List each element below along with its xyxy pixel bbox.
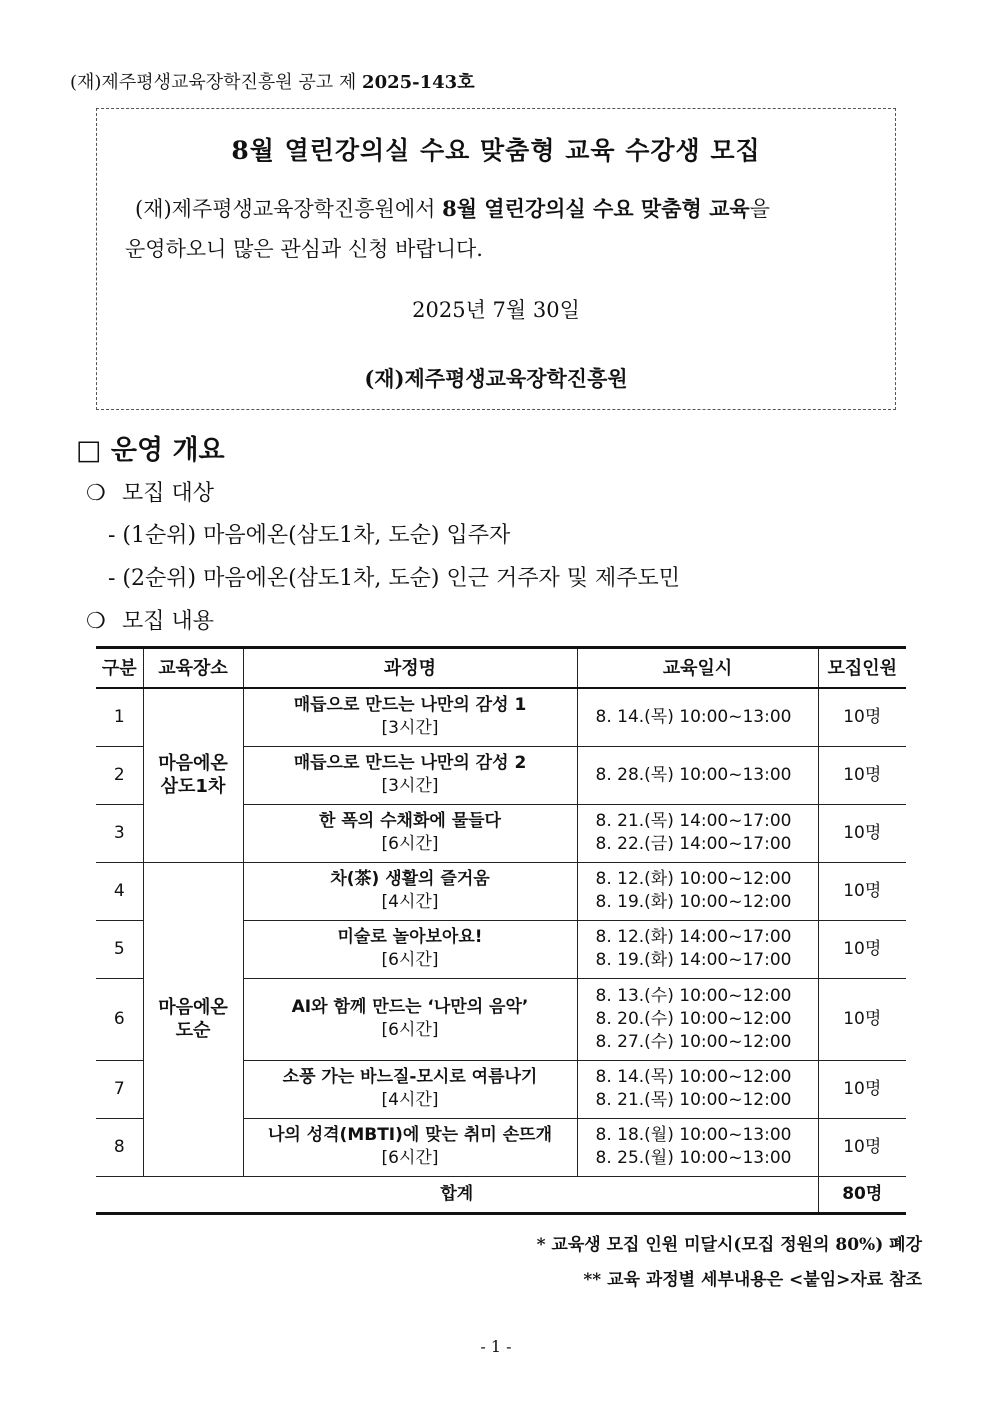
schedule-cell (577, 862, 818, 920)
header-cell: 모집인원 (818, 648, 906, 689)
count-cell: 10명 (818, 978, 906, 1060)
page-number: - 1 - (480, 1337, 512, 1356)
schedule-date: 8. 21.(목) 10:00~12:00 (595, 1090, 792, 1110)
course-hours: [6시간] (381, 950, 439, 970)
table-row (96, 862, 906, 920)
count-cell: 10명 (818, 1060, 906, 1118)
header-cell: 교육장소 (143, 648, 243, 689)
count-cell: 10명 (818, 746, 906, 804)
schedule-date: 8. 21.(목) 14:00~17:00 (595, 811, 792, 831)
schedule-cell (577, 746, 818, 804)
course-name: 소풍 가는 바느질-모시로 여름나기 (282, 1067, 538, 1087)
schedule-date: 8. 19.(화) 10:00~12:00 (595, 892, 792, 912)
course-name: 매듭으로 만드는 나만의 감성 2 (293, 753, 527, 773)
count-cell: 10명 (818, 688, 906, 746)
target-heading (86, 476, 214, 507)
schedule-date: 8. 14.(목) 10:00~13:00 (595, 706, 792, 727)
count-cell: 10명 (818, 1118, 906, 1176)
courses-table (96, 646, 906, 1215)
course-hours: [6시간] (381, 834, 439, 854)
schedule-date: 8. 22.(금) 14:00~17:00 (595, 834, 792, 854)
row-number: 1 (96, 688, 143, 746)
row-number: 6 (96, 978, 143, 1060)
target-item: - (2순위) 마음에온(삼도1차, 도순) 인근 거주자 및 제주도민 (108, 566, 680, 591)
notice-number-line (70, 68, 475, 94)
course-hours: [6시간] (381, 1020, 439, 1040)
count-cell: 10명 (818, 804, 906, 862)
course-name: 미술로 놀아보아요! (337, 927, 483, 947)
schedule-cell (577, 1060, 818, 1118)
header-cell: 구분 (96, 648, 143, 689)
announcement-line-2: 운영하오니 많은 관심과 신청 바랍니다. (125, 237, 483, 261)
course-cell (243, 1060, 577, 1118)
course-cell (243, 1118, 577, 1176)
body-bold: 8월 열린강의실 수요 맞춤형 교육 (442, 196, 750, 221)
row-number: 8 (96, 1118, 143, 1176)
circle-bullet-icon: ❍ (86, 481, 106, 506)
course-cell (243, 978, 577, 1060)
schedule-cell (577, 804, 818, 862)
schedule-cell (577, 1118, 818, 1176)
count-cell: 10명 (818, 920, 906, 978)
schedule-date: 8. 12.(화) 14:00~17:00 (595, 927, 792, 947)
content-heading (86, 604, 214, 635)
course-cell (243, 920, 577, 978)
course-cell (243, 804, 577, 862)
location-line: 도순 (175, 1020, 211, 1041)
content-title: 모집 내용 (122, 609, 215, 634)
course-cell (243, 862, 577, 920)
row-number: 2 (96, 746, 143, 804)
target-title: 모집 대상 (122, 481, 215, 506)
total-label: 합계 (96, 1176, 818, 1213)
schedule-cell (577, 978, 818, 1060)
row-number: 3 (96, 804, 143, 862)
announcement-body (125, 189, 873, 269)
section-title: □ 운영 개요 (76, 435, 225, 466)
footnote: * 교육생 모집 인원 미달시(모집 정원의 80%) 폐강 (536, 1235, 922, 1255)
course-hours: [6시간] (381, 1148, 439, 1168)
body-post: 을 (749, 197, 770, 221)
notice-number: 2025-143호 (362, 72, 475, 93)
course-hours: [3시간] (381, 776, 439, 796)
course-name: 나의 성격(MBTI)에 맞는 취미 손뜨개 (267, 1125, 553, 1145)
row-number: 4 (96, 862, 143, 920)
location-cell (143, 862, 243, 1176)
table-row (96, 688, 906, 746)
schedule-date: 8. 18.(월) 10:00~13:00 (595, 1125, 792, 1145)
course-hours: [4시간] (381, 892, 439, 912)
schedule-date: 8. 12.(화) 10:00~12:00 (595, 869, 792, 889)
schedule-date: 8. 19.(화) 14:00~17:00 (595, 950, 792, 970)
schedule-cell (577, 920, 818, 978)
schedule-date: 8. 28.(목) 10:00~13:00 (595, 764, 792, 785)
location-line: 마음에온 (158, 997, 228, 1018)
header-cell: 과정명 (243, 648, 577, 689)
schedule-date: 8. 27.(수) 10:00~12:00 (595, 1031, 792, 1052)
target-item: - (1순위) 마음에온(삼도1차, 도순) 입주자 (108, 523, 511, 548)
location-line: 삼도1차 (160, 776, 226, 798)
schedule-date: 8. 25.(월) 10:00~13:00 (595, 1148, 792, 1168)
circle-bullet-icon: ❍ (86, 609, 106, 634)
table-header-row (96, 648, 906, 689)
total-value: 80명 (818, 1176, 906, 1213)
schedule-date: 8. 14.(목) 10:00~12:00 (595, 1067, 792, 1087)
announcement-title: 8월 열린강의실 수요 맞춤형 교육 수강생 모집 (231, 136, 761, 165)
announcement-box (96, 108, 896, 410)
course-cell (243, 746, 577, 804)
total-row (96, 1176, 906, 1213)
notice-prefix: (재)제주평생교육장학진흥원 공고 제 (70, 72, 357, 93)
schedule-cell (577, 688, 818, 746)
course-name: 차(茶) 생활의 즐거움 (330, 869, 490, 889)
course-hours: [4시간] (381, 1090, 439, 1110)
row-number: 7 (96, 1060, 143, 1118)
location-line: 마음에온 (158, 753, 228, 775)
location-cell (143, 688, 243, 862)
footnote: ** 교육 과정별 세부내용은 <붙임>자료 참조 (583, 1270, 922, 1290)
schedule-date: 8. 13.(수) 10:00~12:00 (595, 985, 792, 1006)
schedule-date: 8. 20.(수) 10:00~12:00 (595, 1008, 792, 1029)
course-name: 한 폭의 수채화에 물들다 (319, 811, 501, 831)
body-pre: (재)제주평생교육장학진흥원에서 (135, 197, 443, 221)
announcement-org: (재)제주평생교육장학진흥원 (364, 366, 628, 391)
row-number: 5 (96, 920, 143, 978)
course-hours: [3시간] (381, 718, 439, 739)
announcement-date: 2025년 7월 30일 (412, 298, 580, 322)
course-cell (243, 688, 577, 746)
announcement-line-1 (125, 189, 873, 229)
course-name: 매듭으로 만드는 나만의 감성 1 (293, 695, 527, 716)
header-cell: 교육일시 (577, 648, 818, 689)
course-name: AI와 함께 만드는 ‘나만의 음악’ (291, 997, 529, 1017)
count-cell: 10명 (818, 862, 906, 920)
